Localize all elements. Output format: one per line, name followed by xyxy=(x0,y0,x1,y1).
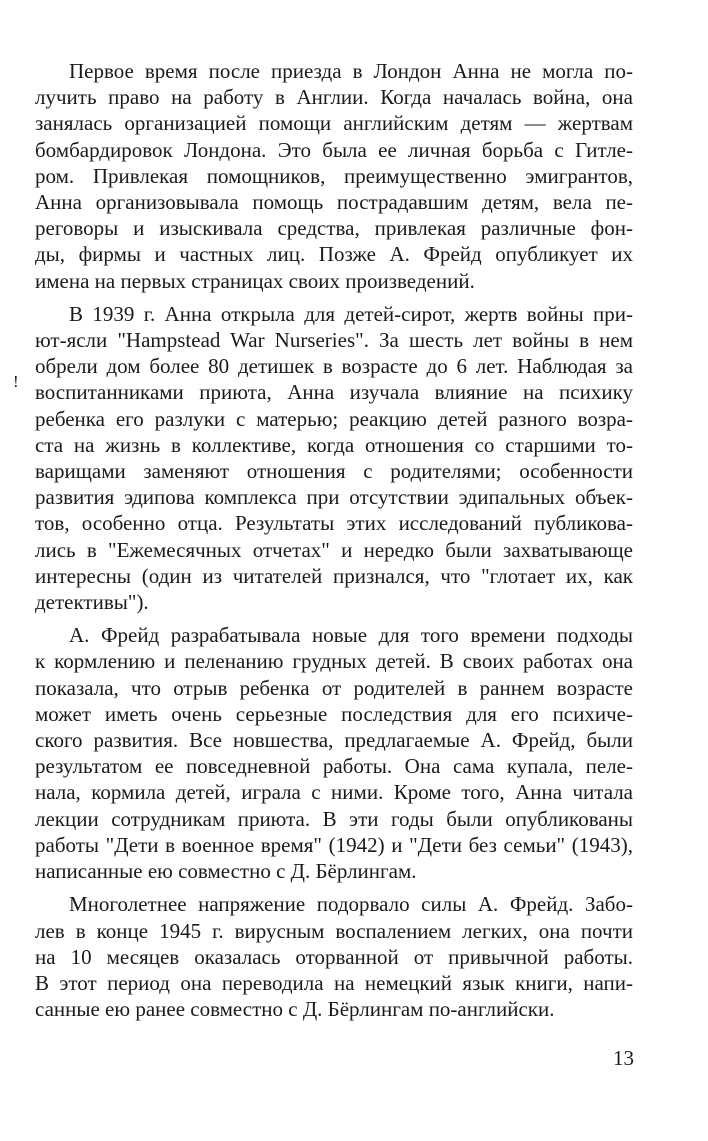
text-line: В 1939 г. Анна открыла для детей-сирот, жертв войны при- xyxy=(69,301,633,326)
text-line: санные ею ранее совместно с Д. Бёрлингам по-английски. xyxy=(35,997,555,1022)
text-line: Многолетнее напряжение подорвало силы А. Фрейд. Забо- xyxy=(69,892,633,917)
document-body xyxy=(35,58,633,1022)
text-line: лекции сотрудникам приюта. В эти годы были опубликованы xyxy=(35,806,633,831)
text-line: лучить право на работу в Англии. Когда началась война, она xyxy=(35,85,633,110)
text-line: показала, что отрыв ребенка от родителей в раннем возрасте xyxy=(35,675,633,700)
text-line: результатом ее повседневной работы. Она сама купала, пеле- xyxy=(35,754,633,779)
text-line: ют-ясли "Hampstead War Nurseries". За шесть лет войны в нем xyxy=(35,328,633,353)
paragraph-4 xyxy=(35,891,633,1022)
text-line: тов, особенно отца. Результаты этих исследований публикова- xyxy=(35,511,633,536)
paragraph-1 xyxy=(35,58,633,294)
text-line: обрели дом более 80 детишек в возрасте до 6 лет. Наблюдая за xyxy=(35,354,633,379)
page-number: 13 xyxy=(613,1046,634,1070)
text-line: лев в конце 1945 г. вирусным воспалением легких, она почти xyxy=(35,918,633,943)
text-line: может иметь очень серьезные последствия для его психиче- xyxy=(35,701,633,726)
text-line: Первое время после приезда в Лондон Анна не могла по- xyxy=(69,59,633,83)
text-line: ром. Привлекая помощников, преимущественно эмигрантов, xyxy=(35,163,633,188)
text-line: варищами заменяют отношения с родителями; особенности xyxy=(35,459,633,484)
text-line: ста на жизнь в коллективе, когда отношения со старшими то- xyxy=(35,432,633,457)
text-line: ребенка его разлуки с матерью; реакцию детей разного возра- xyxy=(35,406,633,431)
text-line: Анна организовывала помощь пострадавшим детям, вела пе- xyxy=(35,190,633,215)
text-line: интересны (один из читателей признался, что "глотает их, как xyxy=(35,563,633,588)
text-line: написанные ею совместно с Д. Бёрлингам. xyxy=(35,859,417,884)
paragraph-3 xyxy=(35,622,633,884)
text-line: работы "Дети в военное время" (1942) и "Дети без семьи" (1943), xyxy=(35,832,633,857)
text-line: к кормлению и пеленанию грудных детей. В своих работах она xyxy=(35,649,633,674)
text-line: ды, фирмы и частных лиц. Позже А. Фрейд опубликует их xyxy=(35,242,633,267)
margin-mark: ! xyxy=(13,372,19,391)
paragraph-2 xyxy=(35,301,633,615)
text-line: нала, кормила детей, играла с ними. Кроме того, Анна читала xyxy=(35,780,633,805)
text-line: А. Фрейд разрабатывала новые для того времени подходы xyxy=(69,623,633,648)
text-line: реговоры и изыскивала средства, привлекая различные фон- xyxy=(35,216,633,241)
text-line: имена на первых страницах своих произведений. xyxy=(35,268,475,293)
text-line: детективы"). xyxy=(35,590,149,615)
text-line: бомбардировок Лондона. Это была ее личная борьба с Гитле- xyxy=(35,137,633,162)
text-line: на 10 месяцев оказалась оторванной от привычной работы. xyxy=(35,944,633,969)
text-line: В этот период она переводила на немецкий язык книги, напи- xyxy=(35,970,633,995)
text-line: развития эдипова комплекса при отсутствии эдипальных объек- xyxy=(35,485,633,510)
text-line: лись в "Ежемесячных отчетах" и нередко были захватывающе xyxy=(35,537,633,562)
text-line: воспитанниками приюта, Анна изучала влияние на психику xyxy=(35,380,633,405)
text-line: ского развития. Все новшества, предлагаемые А. Фрейд, были xyxy=(35,728,633,753)
text-line: занялась организацией помощи английским детям — жертвам xyxy=(35,111,633,136)
